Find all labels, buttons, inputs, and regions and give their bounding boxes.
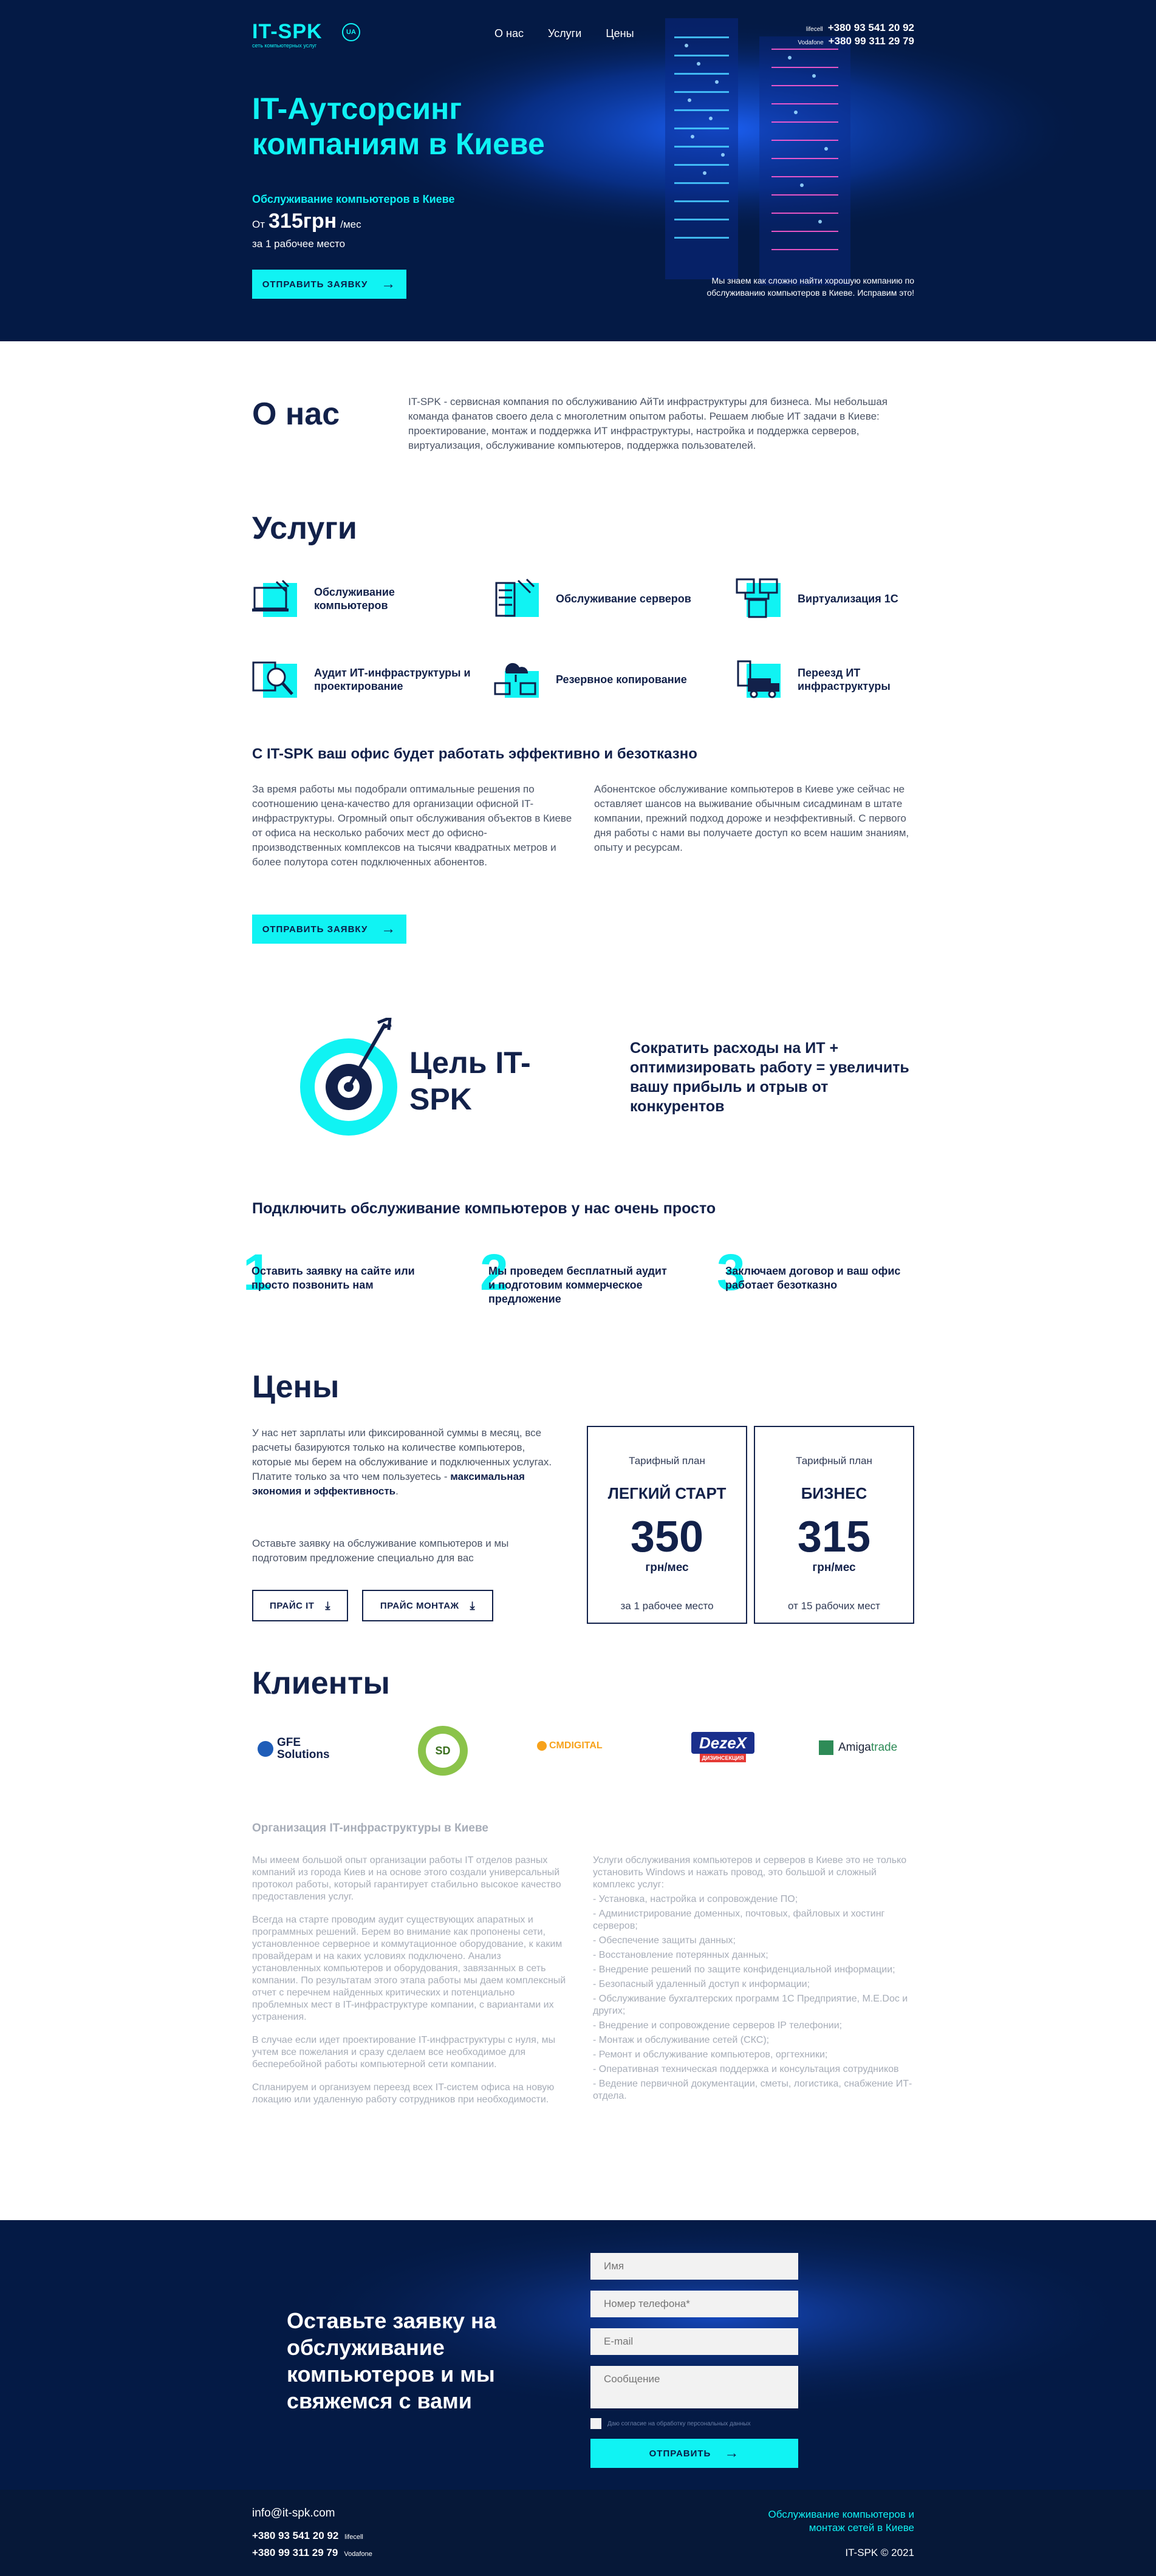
plan-note: за 1 рабочее место	[620, 1600, 714, 1612]
office-cta-button[interactable]	[252, 915, 406, 944]
amigatrade-word-1: Amiga	[838, 1741, 871, 1754]
hero-title	[252, 91, 545, 162]
org-paragraph: Услуги обслуживания компьютеров и серверов в Киеве это не только установить Windows и нажать провод, это большой и сложный комплекс услуг:	[593, 1855, 907, 1890]
prices-title: Цены	[252, 1369, 340, 1405]
tagline-line: обслуживанию компьютеров в Киеве. Исправим это!	[706, 288, 914, 298]
service-label: Переезд ИТ инфраструктуры	[798, 667, 891, 692]
service-item-backup[interactable]	[494, 659, 713, 700]
email-input[interactable]	[590, 2328, 798, 2355]
arrow-right-icon: →	[381, 276, 397, 292]
org-list-item: - Внедрение и сопровождение серверов IP телефонии;	[593, 2020, 843, 2031]
org-list-item: - Внедрение решений по защите конфиденциальной информации;	[593, 1964, 895, 1975]
plan-price: 315	[797, 1513, 871, 1561]
form-title: Оставьте заявку на обслуживание компьютеров и мы свяжемся с вами	[287, 2308, 496, 2413]
target-icon	[300, 1018, 403, 1139]
price-prefix: От	[252, 219, 265, 230]
plan-name: БИЗНЕС	[801, 1484, 867, 1502]
org-list-item: - Ведение первичной документации, сметы, логистика, снабжение ИТ-отдела.	[593, 2079, 912, 2101]
service-label: Аудит ИТ-инфраструктуры и проектирование	[314, 667, 471, 692]
prices-text-part: У нас нет зарплаты или фиксированной суммы в месяц, все расчеты базируются только на количестве компьютеров, которые мы берем на обслуживание и подключенных услугах. Платите только за что чем пользуетесь -	[252, 1427, 552, 1482]
name-input[interactable]	[590, 2253, 798, 2280]
button-label: ПРАЙС IT	[270, 1600, 315, 1611]
step-number: 3	[717, 1244, 745, 1301]
footer-phone-link[interactable]: +380 99 311 29 79	[252, 2547, 338, 2558]
hero-price-note: за 1 рабочее место	[252, 238, 346, 250]
footer-email[interactable]: info@it-spk.com	[252, 2507, 335, 2520]
about-title: О нас	[252, 397, 340, 432]
service-label: Обслуживание компьютеров	[314, 586, 395, 612]
plan-label: Тарифный план	[796, 1455, 872, 1467]
client-logo-dezex	[691, 1732, 754, 1766]
client-logo-text	[838, 1741, 897, 1754]
step-item	[243, 1245, 443, 1306]
plan-unit: грн/мес	[645, 1561, 689, 1574]
footer-tagline	[768, 2508, 914, 2535]
header-phones	[798, 22, 914, 47]
consent-label: Даю согласие на обработку персональных данных	[607, 2420, 751, 2427]
step-text: Оставить заявку на сайте или просто позвонить нам	[251, 1265, 415, 1291]
footer-tagline-line: монтаж сетей в Киеве	[809, 2522, 914, 2533]
virtualization-icon	[736, 578, 783, 619]
plan-label: Тарифный план	[629, 1455, 705, 1467]
price-suffix: /мес	[340, 219, 361, 230]
price-install-button[interactable]	[362, 1590, 493, 1621]
step-number: 2	[480, 1244, 508, 1301]
prices-text	[252, 1426, 562, 1499]
office-text-right: Абонентское обслуживание компьютеров в Киеве уже сейчас не оставляет шансов на выживание обычным сисадминам в штате компании, прежний подход дороже и неэффективный. С первого дня работы с нами вы получаете доступ ко всем нашим знаниям, опыту и ресурсам.	[594, 783, 909, 853]
logo[interactable]	[252, 20, 323, 49]
service-item-servers[interactable]	[494, 578, 713, 619]
goal-title-line: SPK	[409, 1082, 472, 1116]
plan-unit: грн/мес	[812, 1561, 856, 1574]
org-paragraph: Мы имеем большой опыт организации работы IT отделов разных компаний из города Киев и на основе этого создали универсальный протокол работы, который гарантирует стабильно высокое качество предоставления услуг.	[252, 1855, 561, 1902]
org-list-item: - Администрирование доменных, почтовых, файловых и хостинг серверов;	[593, 1909, 885, 1931]
client-logo-text: DezeX	[691, 1732, 754, 1754]
plan-card-business[interactable]	[754, 1426, 914, 1624]
client-logo-cmdigital	[537, 1740, 603, 1751]
prices-offer-text: Оставьте заявку на обслуживание компьютеров и мы подготовим предложение специально для вас	[252, 1538, 509, 1564]
audit-icon	[252, 659, 299, 700]
org-paragraph: В случае если идет проектирование IT-инфраструктуры с нуля, мы учтем все пожелания и сразу сделаем все необходимое для бесперебойной работы компьютерной сети компании.	[252, 2035, 556, 2070]
form-background-glow	[0, 2220, 1156, 2490]
backup-icon	[494, 659, 541, 700]
service-label: Обслуживание серверов	[556, 593, 691, 605]
org-title: Организация IT-инфраструктуры в Киеве	[252, 1822, 488, 1835]
cta-label: ОТПРАВИТЬ ЗАЯВКУ	[262, 924, 368, 935]
phone-link-lifecell[interactable]: +380 93 541 20 92	[827, 22, 914, 33]
server-service-icon	[494, 578, 541, 619]
step-text: Заключаем договор и ваш офис работает безотказно	[725, 1265, 901, 1291]
footer-tagline-line: Обслуживание компьютеров и	[768, 2509, 914, 2520]
plan-card-light-start[interactable]	[587, 1426, 747, 1624]
client-logo-subtext: ДИЗИНСЕКЦИЯ	[700, 1754, 746, 1762]
clients-title: Клиенты	[252, 1666, 390, 1701]
arrow-right-icon: →	[381, 921, 397, 937]
message-textarea[interactable]	[590, 2366, 798, 2408]
hero-section	[0, 0, 1156, 341]
price-value: 315грн	[268, 210, 337, 233]
prices-text-dot: .	[395, 1485, 398, 1497]
service-label: Виртуализация 1С	[798, 593, 898, 605]
org-list-item: - Обслуживание бухгалтерских программ 1С Предприятие, M.E.Doc и других;	[593, 1994, 908, 2016]
tagline-line: Мы знаем как сложно найти хорошую компанию по	[711, 276, 914, 285]
price-it-button[interactable]	[252, 1590, 348, 1621]
cta-label: ОТПРАВИТЬ ЗАЯВКУ	[262, 279, 368, 290]
form-submit-button[interactable]	[590, 2439, 798, 2468]
hero-title-line: IT-Аутсорсинг	[252, 92, 462, 126]
download-icon: ⤓	[325, 1599, 330, 1612]
client-logo-text: GFE Solutions	[277, 1736, 330, 1761]
org-right-column	[593, 1855, 915, 2102]
nav-about[interactable]: О нас	[494, 27, 524, 39]
consent-row	[590, 2418, 751, 2429]
hero-tagline	[706, 274, 914, 299]
org-paragraph: Спланируем и организуем переезд всех IT-систем офиса на новую локацию или удаленную работу сотрудников при необходимости.	[252, 2082, 555, 2105]
operator-label: Vodafone	[798, 39, 824, 46]
step-item	[480, 1245, 680, 1312]
org-list-item: - Монтаж и обслуживание сетей (СКС);	[593, 2035, 770, 2045]
client-logo-text: SD	[426, 1734, 460, 1768]
globe-icon	[258, 1741, 273, 1757]
service-item-relocation[interactable]	[736, 659, 954, 700]
arrow-right-icon: →	[724, 2445, 740, 2461]
org-list-item: - Оперативная техническая поддержка и консультация сотрудников	[593, 2064, 899, 2074]
org-list-item: - Обеспечение защиты данных;	[593, 1935, 736, 1946]
client-logo-sd	[418, 1726, 468, 1776]
service-label: Резервное копирование	[556, 673, 687, 686]
footer-phone-row	[252, 2530, 363, 2542]
server-rack-image	[0, 0, 1156, 341]
nav-services[interactable]: Услуги	[547, 27, 582, 39]
office-title: С IT-SPK ваш офис будет работать эффективно и безотказно	[252, 746, 697, 762]
step-item	[717, 1245, 917, 1306]
operator-label: Vodafone	[344, 2550, 372, 2558]
amigatrade-word-2: trade	[870, 1741, 898, 1754]
hero-price	[252, 210, 361, 233]
footer-phone-row	[252, 2547, 372, 2559]
main-nav	[494, 27, 634, 40]
footer	[0, 2490, 1156, 2576]
footer-phone-link[interactable]: +380 93 541 20 92	[252, 2530, 339, 2541]
step-text: Мы проведем бесплатный аудит и подготовим коммерческое предложение	[488, 1265, 667, 1305]
orange-dot-icon	[537, 1741, 547, 1751]
relocation-icon	[736, 659, 783, 700]
footer-copyright: IT-SPK © 2021	[845, 2547, 914, 2558]
org-list-item: - Безопасный удаленный доступ к информации;	[593, 1979, 810, 1989]
download-icon: ⤓	[470, 1599, 476, 1612]
operator-label: lifecell	[344, 2533, 363, 2541]
org-left-column	[252, 1855, 568, 2106]
org-list-item: - Установка, настройка и сопровождение ПО;	[593, 1894, 798, 1904]
org-list-item: - Ремонт и обслуживание компьютеров, оргтехники;	[593, 2050, 828, 2060]
org-list-item: - Восстановление потерянных данных;	[593, 1950, 768, 1960]
goal-title	[409, 1044, 531, 1117]
plan-note: от 15 рабочих мест	[788, 1600, 880, 1612]
services-title: Услуги	[252, 511, 357, 546]
contact-form-section	[0, 2220, 1156, 2490]
button-label: ПРАЙС МОНТАЖ	[380, 1600, 459, 1611]
computer-service-icon	[252, 578, 299, 619]
hero-title-line: компаниям в Киеве	[252, 127, 545, 161]
goal-text: Сократить расходы на ИТ + оптимизировать работу = увеличить вашу прибыль и отрыв от конкурентов	[630, 1040, 909, 1115]
org-paragraph: Всегда на старте проводим аудит существующих апаратных и программных решений. Берем во внимание как пропонены сети, установленное серверное и коммутационное оборудование, к каким провайдерам и на каких условиях подключено. Анализ установленных компьютеров и оборудования, завязанных в сеть компании. По результатам этого этапа работы мы даем комплексный отчет с перечнем найденных критических и потенциально проблемных мест в IT-инфраструктуре компании, с вариантами их устранения.	[252, 1915, 566, 2022]
service-item-virtualization[interactable]	[736, 578, 954, 619]
phone-input[interactable]	[590, 2291, 798, 2317]
steps-title: Подключить обслуживание компьютеров у нас очень просто	[252, 1200, 716, 1217]
client-logo-amigatrade	[819, 1740, 897, 1755]
logo-subtitle: сеть компьютерных услуг	[252, 43, 317, 49]
consent-checkbox[interactable]	[590, 2418, 601, 2429]
client-logo-text: CMDIGITAL	[549, 1740, 603, 1751]
office-text-left: За время работы мы подобрали оптимальные решения по соотношению цена-качество для организации офисной IT-инфраструктуры. Огромный опыт обслуживания объектов в Киеве от офиса на несколько рабочих мест до офисно-производственных комплексов на тысячи квадратных метров и более полутора сотен подключенных абонентов.	[252, 783, 572, 868]
service-item-computers[interactable]	[252, 578, 471, 619]
prices-text-emphasis: максимальная экономия и эффективность	[252, 1471, 525, 1497]
hero-cta-button[interactable]	[252, 270, 406, 299]
goal-title-line: Цель IT-	[409, 1046, 531, 1080]
amigatrade-mark-icon	[819, 1740, 833, 1755]
phone-link-vodafone[interactable]: +380 99 311 29 79	[828, 35, 914, 47]
hero-subtitle: Обслуживание компьютеров в Киеве	[252, 193, 455, 205]
service-item-audit[interactable]	[252, 659, 471, 700]
plan-price: 350	[630, 1513, 704, 1561]
step-number: 1	[243, 1244, 272, 1301]
about-text: IT-SPK - сервисная компания по обслуживанию АйТи инфраструктуры для бизнеса. Мы небольшая команда фанатов своего дела с многолетним опытом работы. Решаем любые ИТ задачи в Киеве: проектирование, монтаж и поддержка ИТ инфраструктуры, настройка и поддержка серверов, виртуализация, обслуживание компьютеров, поддержка пользователей.	[408, 396, 888, 451]
language-switch[interactable]: UA	[342, 23, 360, 41]
logo-text: IT-SPK	[252, 20, 323, 43]
operator-label: lifecell	[805, 26, 823, 33]
submit-label: ОТПРАВИТЬ	[649, 2448, 711, 2459]
plan-name: ЛЕГКИЙ СТАРТ	[607, 1484, 727, 1502]
nav-prices[interactable]: Цены	[606, 27, 634, 39]
client-logo-gfe	[258, 1737, 344, 1761]
